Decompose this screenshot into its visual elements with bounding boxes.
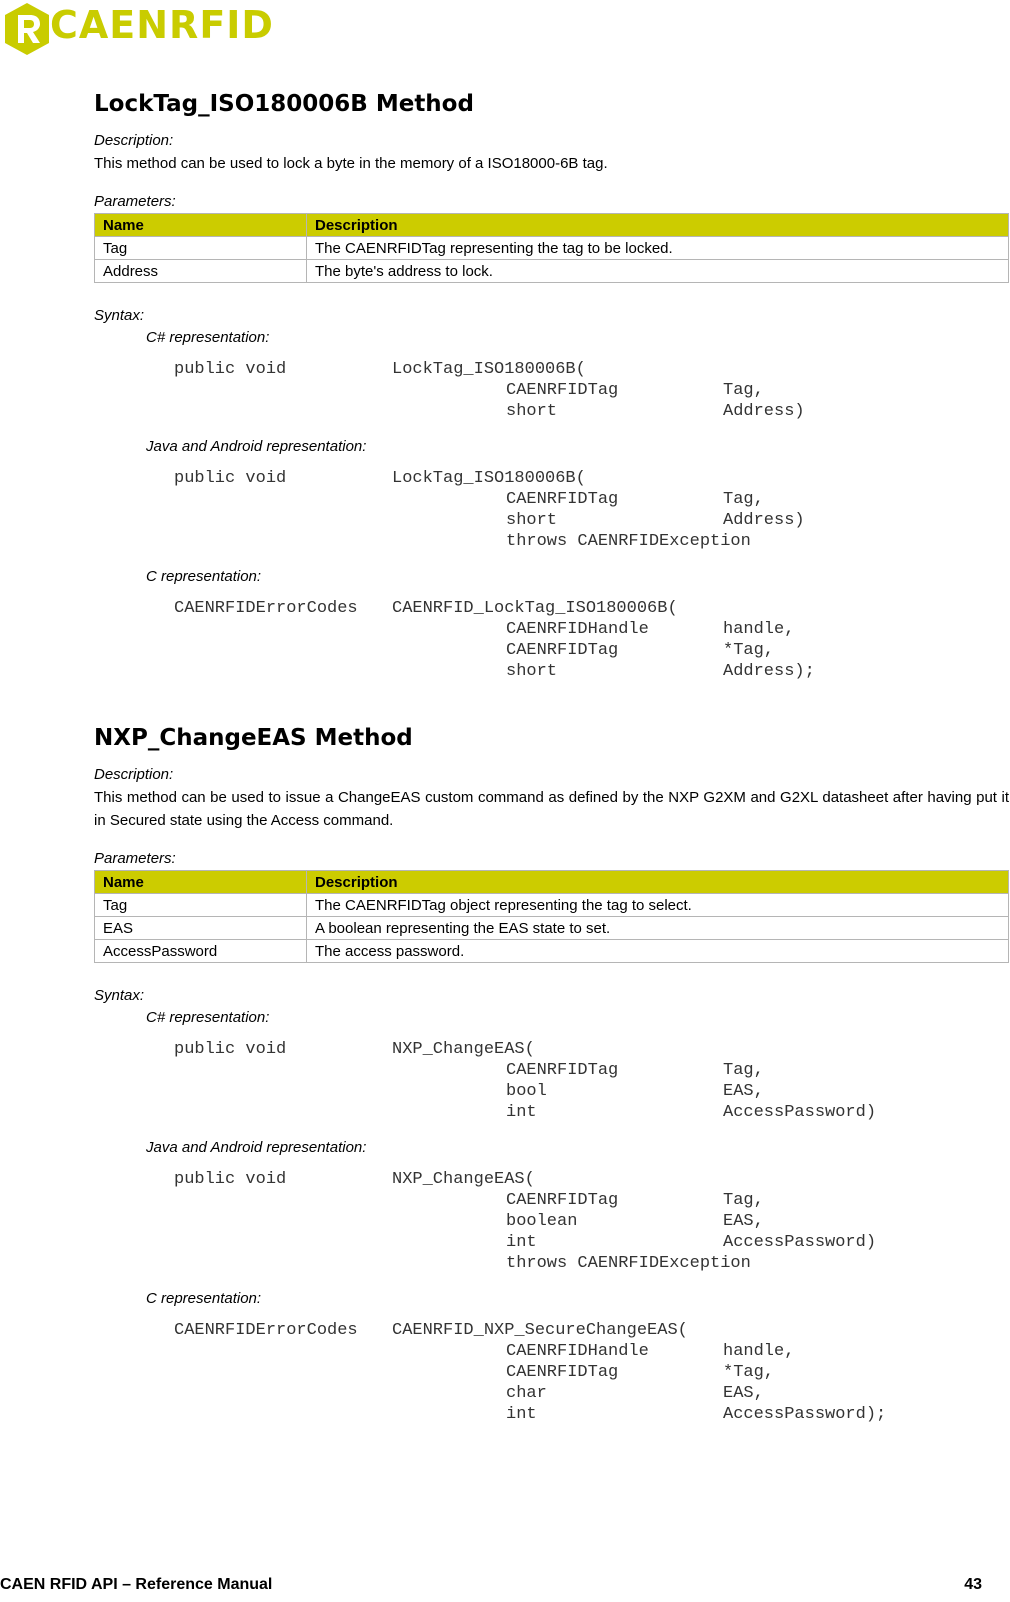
code-line [146, 1102, 1009, 1123]
code-token: *Tag, [723, 641, 775, 660]
code-token: CAENRFID_LockTag_ISO180006B( [392, 599, 678, 618]
code-line [146, 1081, 1009, 1102]
code-token: LockTag_ISO180006B( [392, 360, 586, 379]
code-block [146, 468, 1009, 552]
method-title: LockTag_ISO180006B Method [94, 91, 474, 117]
param-name: Address [95, 260, 307, 283]
table-row [95, 894, 1009, 917]
csharp-label: C# representation: [146, 329, 270, 346]
code-line [146, 661, 1009, 682]
table-row [95, 237, 1009, 260]
param-description: The CAENRFIDTag object representing the tag to select. [307, 894, 1009, 917]
parameters-table [94, 213, 1009, 283]
code-token: Tag, [723, 490, 764, 509]
code-line [146, 1211, 1009, 1232]
csharp-representation [146, 1007, 1009, 1123]
code-token: CAENRFIDTag [506, 641, 619, 660]
java-representation [146, 436, 1009, 552]
code-line [146, 1341, 1009, 1362]
syntax-block [146, 1007, 1009, 1425]
page-footer [0, 1576, 982, 1602]
code-token: CAENRFIDTag [506, 381, 619, 400]
code-token: int [506, 1233, 537, 1252]
description-text: This method can be used to issue a ChangeEAS custom command as defined by the NXP G2XM and G2XL datasheet after having put it in Secured state using the Access command. [94, 789, 1009, 829]
param-description: A boolean representing the EAS state to set. [307, 917, 1009, 940]
code-token: bool [506, 1082, 547, 1101]
logo-wordmark: CAENRFID [50, 3, 274, 47]
code-line [146, 1404, 1009, 1425]
param-name: Tag [95, 237, 307, 260]
code-line [146, 1060, 1009, 1081]
code-line [146, 380, 1009, 401]
code-token: EAS, [723, 1082, 764, 1101]
code-line [146, 510, 1009, 531]
java-label: Java and Android representation: [146, 438, 367, 455]
code-token: AccessPassword) [723, 1233, 877, 1252]
c-label: C representation: [146, 568, 262, 585]
method-section-nxp-changeeas [94, 718, 1009, 1425]
code-token: public void [174, 469, 287, 488]
table-header-name: Name [95, 214, 307, 237]
code-line [146, 1383, 1009, 1404]
code-token: NXP_ChangeEAS( [392, 1040, 535, 1059]
table-row [95, 260, 1009, 283]
table-header-description: Description [307, 214, 1009, 237]
code-block [146, 1169, 1009, 1274]
param-description: The access password. [307, 940, 1009, 963]
code-line [146, 598, 1009, 619]
code-line [146, 1362, 1009, 1383]
table-header-name: Name [95, 871, 307, 894]
code-line [146, 401, 1009, 422]
code-token: CAENRFIDErrorCodes [174, 1321, 358, 1340]
java-representation [146, 1137, 1009, 1274]
code-line [146, 359, 1009, 380]
param-name: Tag [95, 894, 307, 917]
code-token: EAS, [723, 1212, 764, 1231]
code-token: Address) [723, 511, 805, 530]
code-token: int [506, 1103, 537, 1122]
manual-title: CAEN RFID API – Reference Manual [0, 1576, 273, 1593]
table-row [95, 940, 1009, 963]
table-header-description: Description [307, 871, 1009, 894]
syntax-label: Syntax: [94, 307, 145, 324]
code-line [146, 1232, 1009, 1253]
code-token: char [506, 1384, 547, 1403]
code-token: CAENRFIDTag [506, 490, 619, 509]
syntax-label: Syntax: [94, 987, 145, 1004]
code-token: throws CAENRFIDException [506, 532, 751, 551]
code-line [146, 640, 1009, 661]
code-token: throws CAENRFIDException [506, 1254, 751, 1273]
method-title: NXP_ChangeEAS Method [94, 725, 413, 751]
code-token: Tag, [723, 1061, 764, 1080]
page-number: 43 [964, 1576, 982, 1593]
code-token: short [506, 402, 558, 421]
code-token: LockTag_ISO180006B( [392, 469, 586, 488]
description-label: Description: [94, 766, 174, 783]
code-token: handle, [723, 1342, 795, 1361]
code-token: AccessPassword); [723, 1405, 887, 1424]
code-line [146, 489, 1009, 510]
description-label: Description: [94, 132, 174, 149]
code-token: Address) [723, 402, 805, 421]
caenrfid-logo [0, 0, 280, 60]
param-description: The byte's address to lock. [307, 260, 1009, 283]
parameters-table [94, 870, 1009, 963]
code-line [146, 1190, 1009, 1211]
syntax-block [146, 327, 1009, 682]
parameters-label: Parameters: [94, 850, 176, 867]
java-label: Java and Android representation: [146, 1139, 367, 1156]
code-token: boolean [506, 1212, 578, 1231]
code-token: Address); [723, 662, 815, 681]
c-representation [146, 566, 1009, 682]
c-label: C representation: [146, 1290, 262, 1307]
description-text: This method can be used to lock a byte in the memory of a ISO18000-6B tag. [94, 155, 608, 172]
code-block [146, 359, 1009, 422]
param-name: AccessPassword [95, 940, 307, 963]
code-token: Tag, [723, 381, 764, 400]
code-token: CAENRFID_NXP_SecureChangeEAS( [392, 1321, 688, 1340]
caenrfid-logo-icon [2, 1, 52, 57]
method-section-locktag [94, 84, 1009, 682]
code-token: public void [174, 1170, 287, 1189]
code-block [146, 598, 1009, 682]
param-description: The CAENRFIDTag representing the tag to be locked. [307, 237, 1009, 260]
code-token: CAENRFIDTag [506, 1191, 619, 1210]
parameters-label: Parameters: [94, 193, 176, 210]
code-token: short [506, 511, 558, 530]
param-name: EAS [95, 917, 307, 940]
code-token: int [506, 1405, 537, 1424]
code-block [146, 1039, 1009, 1123]
code-token: handle, [723, 620, 795, 639]
code-token: EAS, [723, 1384, 764, 1403]
csharp-representation [146, 327, 1009, 422]
code-token: CAENRFIDTag [506, 1061, 619, 1080]
code-line [146, 1320, 1009, 1341]
code-token: CAENRFIDTag [506, 1363, 619, 1382]
table-header-row [95, 214, 1009, 237]
code-line [146, 1039, 1009, 1060]
code-token: AccessPassword) [723, 1103, 877, 1122]
code-line [146, 619, 1009, 640]
c-representation [146, 1288, 1009, 1425]
code-token: short [506, 662, 558, 681]
code-token: CAENRFIDHandle [506, 620, 649, 639]
csharp-label: C# representation: [146, 1009, 270, 1026]
code-block [146, 1320, 1009, 1425]
page-content [94, 84, 1009, 1439]
code-token: *Tag, [723, 1363, 775, 1382]
code-token: public void [174, 1040, 287, 1059]
code-token: NXP_ChangeEAS( [392, 1170, 535, 1189]
code-token: CAENRFIDHandle [506, 1342, 649, 1361]
code-token: public void [174, 360, 287, 379]
code-line [146, 531, 1009, 552]
code-line [146, 1253, 1009, 1274]
code-line [146, 468, 1009, 489]
code-line [146, 1169, 1009, 1190]
table-header-row [95, 871, 1009, 894]
code-token: Tag, [723, 1191, 764, 1210]
code-token: CAENRFIDErrorCodes [174, 599, 358, 618]
table-row [95, 917, 1009, 940]
